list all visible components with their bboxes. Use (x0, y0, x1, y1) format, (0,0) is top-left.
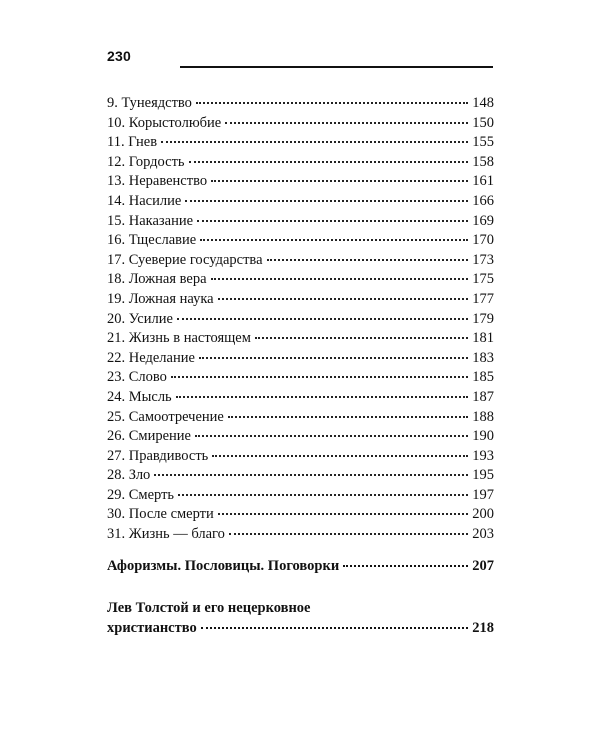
toc-entry (107, 153, 494, 173)
toc-entry-title: 16. Тщеславие (107, 232, 197, 249)
toc-entry-title: 21. Жизнь в настоящем (107, 330, 251, 347)
toc-section-page: 207 (472, 558, 494, 574)
toc-entry-title: 24. Мысль (107, 388, 172, 405)
toc-entry-title: 11. Гнев (107, 134, 158, 151)
toc-entry (107, 251, 494, 271)
dot-leader (195, 434, 468, 437)
dot-leader (267, 258, 469, 261)
toc-entry-title: 17. Суеверие государства (107, 251, 263, 268)
toc-entry (107, 310, 494, 330)
toc-entry-title: 10. Корыстолюбие (107, 114, 222, 131)
dot-leader (185, 199, 468, 202)
toc-entry-title: 15. Наказание (107, 212, 194, 229)
dot-leader (196, 101, 468, 104)
toc-entry-page: 195 (472, 467, 494, 484)
toc-entry-page: 148 (472, 95, 494, 111)
dot-leader (199, 356, 468, 359)
toc-section-title-line2: христианство (107, 620, 197, 636)
toc-entry-page: 188 (472, 408, 494, 425)
toc-entry-page: 185 (472, 369, 494, 386)
dot-leader (218, 297, 469, 300)
toc-section-page: 218 (472, 620, 494, 636)
toc-entry (107, 212, 494, 232)
toc-entry-title: 20. Усилие (107, 310, 173, 327)
toc-entry (107, 505, 494, 525)
dot-leader (255, 336, 468, 339)
toc-entry (107, 329, 494, 349)
toc-entry (107, 349, 494, 369)
page-number: 230 (107, 48, 131, 64)
toc-entry (107, 525, 494, 545)
toc-entry (107, 270, 494, 290)
toc-entry-title: 28. Зло (107, 467, 151, 484)
toc-section-aphorisms (107, 556, 494, 576)
dot-leader (161, 140, 468, 143)
toc-entry-title: 12. Гордость (107, 153, 185, 170)
toc-entry (107, 114, 494, 134)
toc-entry-title: 25. Самоотречение (107, 408, 224, 425)
toc-entry (107, 466, 494, 486)
toc-entry-title: 19. Ложная наука (107, 290, 214, 307)
dot-leader (201, 626, 469, 629)
toc-entry (107, 447, 494, 467)
toc-section-tolstoy (107, 598, 494, 638)
toc-entry-page: 179 (472, 310, 494, 327)
toc-row (107, 556, 494, 576)
dot-leader (225, 121, 468, 124)
dot-leader (211, 277, 469, 280)
toc-entry-page: 173 (472, 251, 494, 268)
toc-entry-title: 30. После смерти (107, 506, 214, 523)
toc-entry (107, 231, 494, 251)
toc-entry (107, 388, 494, 408)
toc-entry (107, 408, 494, 428)
toc-entry-title: 27. Правдивость (107, 447, 209, 464)
toc-entry-page: 177 (472, 290, 494, 307)
toc-entry (107, 290, 494, 310)
toc-entry-title: 14. Насилие (107, 192, 182, 209)
toc-row (107, 618, 494, 638)
dot-leader (229, 532, 468, 535)
dot-leader (177, 317, 468, 320)
toc-entry-title: 18. Ложная вера (107, 271, 207, 288)
toc-entry-title: 13. Неравенство (107, 173, 208, 190)
dot-leader (211, 179, 468, 182)
toc-entry-page: 187 (472, 388, 494, 405)
dot-leader (343, 564, 468, 567)
dot-leader (171, 375, 468, 378)
toc-entry-page: 169 (472, 212, 494, 229)
table-of-contents (107, 94, 494, 545)
toc-entry-page: 190 (472, 428, 494, 445)
toc-entry-title: 22. Неделание (107, 349, 195, 366)
toc-entry-title: 31. Жизнь — благо (107, 526, 225, 543)
toc-entry-page: 161 (472, 173, 494, 190)
toc-entry (107, 368, 494, 388)
toc-entry-page: 197 (472, 486, 494, 503)
toc-section-title-line1: Лев Толстой и его нецерковное (107, 600, 311, 616)
dot-leader (200, 238, 468, 241)
toc-entry (107, 172, 494, 192)
toc-entry-title: 29. Смерть (107, 486, 175, 503)
toc-entry-page: 166 (472, 192, 494, 209)
toc-entry (107, 133, 494, 153)
header-rule (180, 66, 493, 68)
dot-leader (228, 415, 468, 418)
toc-entry (107, 486, 494, 506)
toc-entry-page: 170 (472, 232, 494, 249)
toc-entry-title: 26. Смирение (107, 428, 191, 445)
dot-leader (189, 160, 469, 163)
dot-leader (176, 395, 469, 398)
toc-entry (107, 427, 494, 447)
toc-entry-title: 9. Тунеядство (107, 95, 192, 111)
dot-leader (154, 473, 468, 476)
dot-leader (178, 493, 468, 496)
toc-entry-page: 155 (472, 134, 494, 151)
toc-entry-page: 193 (472, 447, 494, 464)
toc-section-title: Афоризмы. Пословицы. Поговорки (107, 558, 340, 574)
dot-leader (197, 219, 468, 222)
toc-entry-title: 23. Слово (107, 369, 167, 386)
dot-leader (218, 512, 468, 515)
toc-entry-page: 175 (472, 271, 494, 288)
toc-entry-page: 200 (472, 506, 494, 523)
toc-entry-page: 181 (472, 330, 494, 347)
dot-leader (212, 454, 468, 457)
toc-entry-page: 150 (472, 114, 494, 131)
toc-entry-page: 183 (472, 349, 494, 366)
toc-entry (107, 192, 494, 212)
toc-entry-page: 158 (472, 153, 494, 170)
toc-entry (107, 94, 494, 114)
toc-entry-page: 203 (472, 526, 494, 543)
